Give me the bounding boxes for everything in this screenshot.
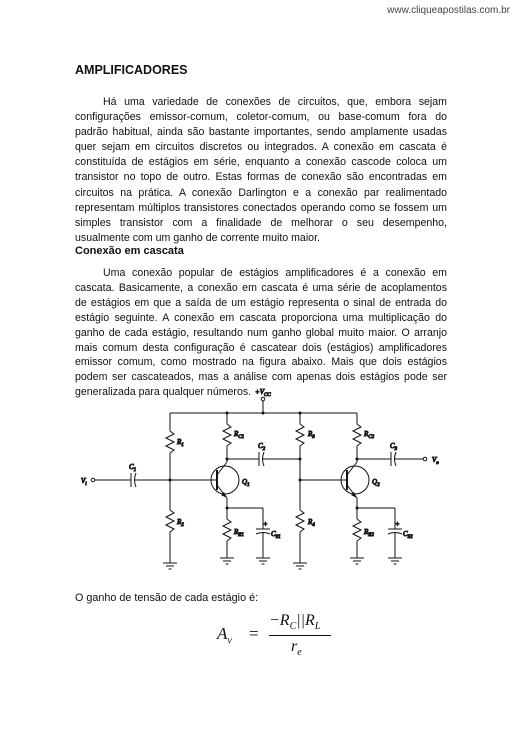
c2-label: $C_2$	[258, 442, 266, 452]
cs1-plus-label: +	[263, 520, 268, 528]
vcc-label: $+V_{CC}$	[255, 388, 271, 398]
r4-label: $R_4$	[308, 518, 315, 528]
resistor-r4	[293, 480, 343, 569]
resistor-re1	[220, 508, 234, 564]
capacitor-cs2	[357, 508, 402, 564]
equation-lhs: $A_v$	[217, 624, 232, 647]
resistor-r1	[166, 413, 174, 480]
transistor-q2	[341, 453, 369, 508]
subsection-title: Conexão em cascata	[75, 245, 184, 257]
re2-label: $R_{E2}$	[364, 528, 374, 538]
cs2-plus-label: +	[395, 520, 400, 528]
q1-label: $Q_1$	[242, 478, 250, 488]
resistor-r3	[296, 413, 304, 480]
fraction-bar	[269, 635, 331, 636]
resistor-rc1	[223, 413, 231, 453]
re1-label: $R_{E1}$	[234, 528, 244, 538]
vi-label: $V_i$	[81, 477, 87, 487]
vcc-rail	[170, 397, 355, 413]
intro-paragraph: Há uma variedade de conexões de circuitos, que, embora sejam configurações emissor-comum, coletor-comum, ou base-comum fora do padrão habitual, ainda são bastante importantes, sendo amplamente usadas quer sejam em circuitos discretos ou integrados. A conexão em cascata é constituída de estágios em série, enquanto a conexão cascode coloca um transistor no topo de outro. Estas formas de conexão são encontradas em circuitos na prática. A conexão Darlington e a conexão par realimentado representam múltiplos transistores conectados operando como se fossem um simples transistor com a finalidade de melhorar o seu desempenho, usualmente com um ganho de corrente muito maior.	[75, 96, 447, 244]
capacitor-c1	[95, 473, 213, 487]
r1-label: $R_1$	[177, 438, 184, 448]
resistor-re2	[350, 508, 364, 564]
section-title: AMPLIFICADORES	[75, 63, 188, 77]
r2-label: $R_2$	[177, 518, 184, 528]
gain-intro: O ganho de tensão de cada estágio é:	[75, 592, 259, 604]
gain-equation	[215, 612, 335, 658]
site-header[interactable]: www.cliqueapostilas.com.br	[387, 5, 510, 16]
equation-denominator: $r_e$	[291, 638, 302, 659]
cs1-label: $C_{S1}$	[271, 530, 281, 540]
capacitor-c3	[357, 452, 427, 466]
resistor-r2	[163, 480, 177, 569]
equation-equals: =	[249, 624, 259, 643]
capacitor-c2	[227, 452, 300, 466]
resistor-rc2	[353, 413, 361, 453]
rc2-label: $R_{C2}$	[364, 430, 375, 440]
q2-label: $Q_2$	[372, 478, 380, 488]
transistor-q1	[211, 453, 239, 508]
c3-label: $C_3$	[390, 442, 398, 452]
rc1-label: $R_{C1}$	[234, 430, 245, 440]
c1-label: $C_1$	[129, 463, 137, 473]
equation-numerator: $-R_C||R_L$	[269, 612, 321, 633]
capacitor-cs1	[227, 508, 270, 564]
vo-label: $V_o$	[432, 456, 439, 466]
cascade-circuit-diagram	[70, 383, 450, 583]
cs2-label: $C_{S2}$	[403, 530, 413, 540]
cascade-paragraph: Uma conexão popular de estágios amplificadores é a conexão em cascata. Basicamente, a conexão em cascata é uma série de acoplamentos de estágios em que a saída de um estágio representa o sinal de entrada do estágio seguinte. A conexão em cascata proporciona uma multiplicação do ganho de cada estágio, resultando num ganho global muito maior. O arranjo mais comum desta configuração é cascatear dois (estágios) amplificadores emissor comum, como mostrado na figura abaixo. Mais que dois estágios podem ser cascateados, mas a análise com apenas dois estágios pode ser generalizada para qualquer números.	[75, 267, 447, 399]
r3-label: $R_3$	[308, 430, 315, 440]
junction-dots	[169, 412, 359, 510]
vi-terminal	[91, 478, 95, 482]
